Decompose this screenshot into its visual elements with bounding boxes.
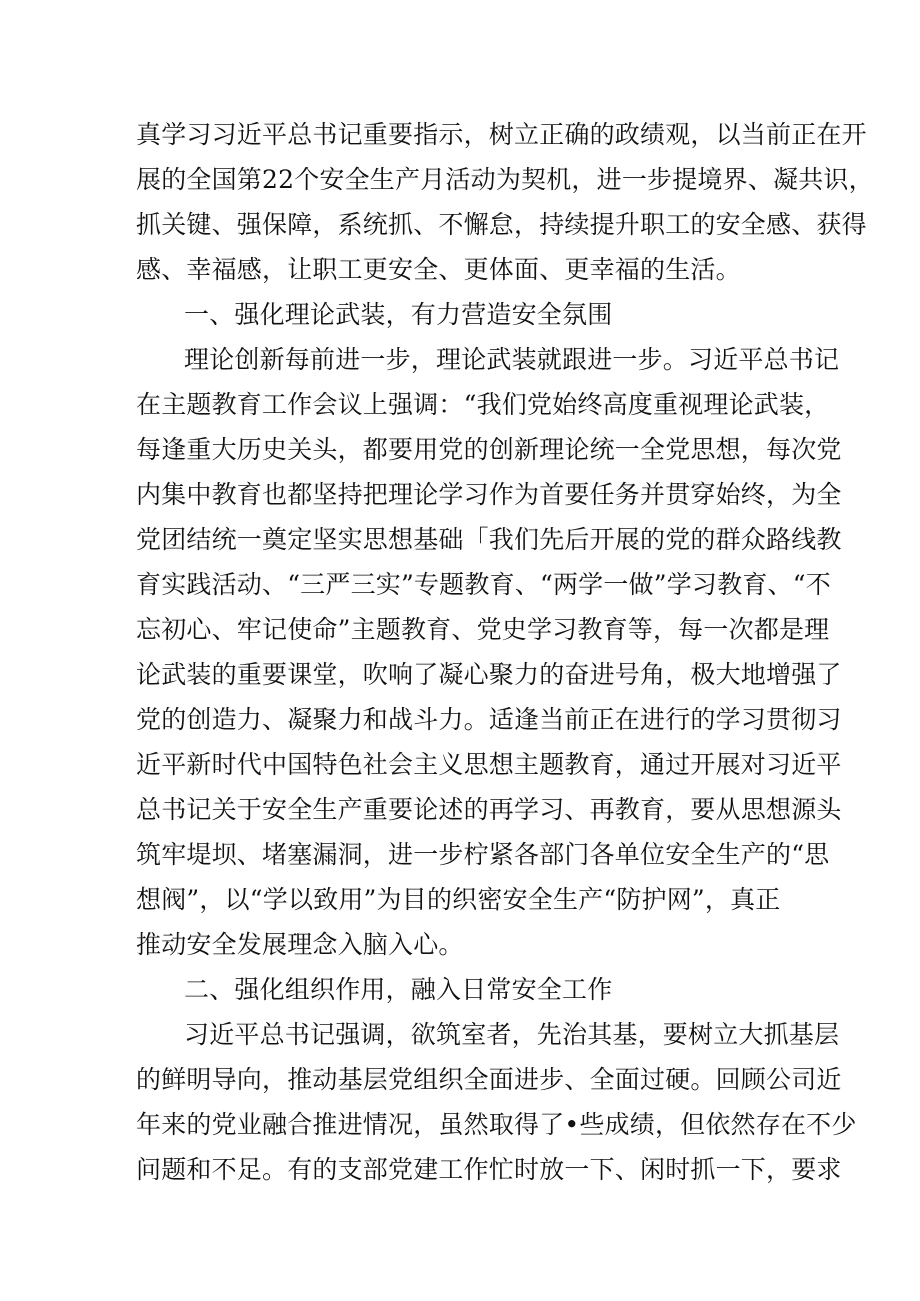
paragraph-first-line: 习近平总书记强调，欲筑室者，先治其基，要树立大抓基层 (184, 1020, 840, 1049)
body-text-line: 推动安全发展理念入脑入心。 (136, 930, 464, 959)
section-heading-1: 一、强化理论武装，有力营造安全氛围 (184, 300, 613, 329)
body-text-line: 真学习习近平总书记重要指示，树立正确的政绩观，以当前正在开 (136, 120, 867, 149)
body-text-line: 党团结统一奠定坚实思想基础「我们先后开展的党的群众路线教 (136, 525, 842, 554)
body-text-line: 展的全国第22个安全生产月活动为契机，进一步提境界、凝共识， (136, 165, 874, 194)
body-text-line: 问题和不足。有的支部党建工作忙时放一下、闲时抓一下，要求 (136, 1155, 842, 1184)
body-text-line: 感、幸福感，让职工更安全、更体面、更幸福的生活。 (136, 255, 741, 284)
body-text-line: 在主题教育工作会议上强调：“我们党始终高度重视理论武装， (136, 390, 830, 419)
body-text-line: 总书记关于安全生产重要论述的再学习、再教育，要从思想源头 (136, 795, 842, 824)
body-text-line: 近平新时代中国特色社会主义思想主题教育，通过开展对习近平 (136, 750, 842, 779)
paragraph-first-line: 理论创新每前进一步，理论武装就跟进一步。习近平总书记 (184, 345, 840, 374)
body-text-line: 的鲜明导向，推动基层党组织全面进步、全面过硬。回顾公司近 (136, 1065, 842, 1094)
body-text-line: 抓关键、强保障，系统抓、不懈怠，持续提升职工的安全感、获得 (136, 210, 867, 239)
body-text-line: 筑牢堤坝、堵塞漏洞，进一步柠紧各部门各单位安全生产的“思 (136, 840, 830, 869)
body-text-line: 内集中教育也都坚持把理论学习作为首要任务并贯穿始终，为全 (136, 480, 842, 509)
body-text-line: 育实践活动、“三严三实”专题教育、“两学一做”学习教育、“不 (136, 570, 831, 599)
body-text-line: 想阀”，以“学以致用”为目的织密安全生产“防护网”，真正 (136, 885, 781, 914)
body-text-line: 党的创造力、凝聚力和战斗力。适逢当前正在进行的学习贯彻习 (136, 705, 842, 734)
body-text-line: 论武装的重要课堂，吹响了凝心聚力的奋进号角，极大地增强了 (136, 660, 842, 689)
section-heading-2: 二、强化组织作用，融入日常安全工作 (184, 975, 613, 1004)
body-text-line: 每逢重大历史关头，都要用党的创新理论统一全党思想，每次党 (136, 435, 842, 464)
body-text-line: 忘初心、牢记使命”主题教育、党史学习教育等，每一次都是理 (136, 615, 830, 644)
body-text-line: 年来的党业融合推进情况，虽然取得了•些成绩，但依然存在不少 (136, 1110, 857, 1139)
